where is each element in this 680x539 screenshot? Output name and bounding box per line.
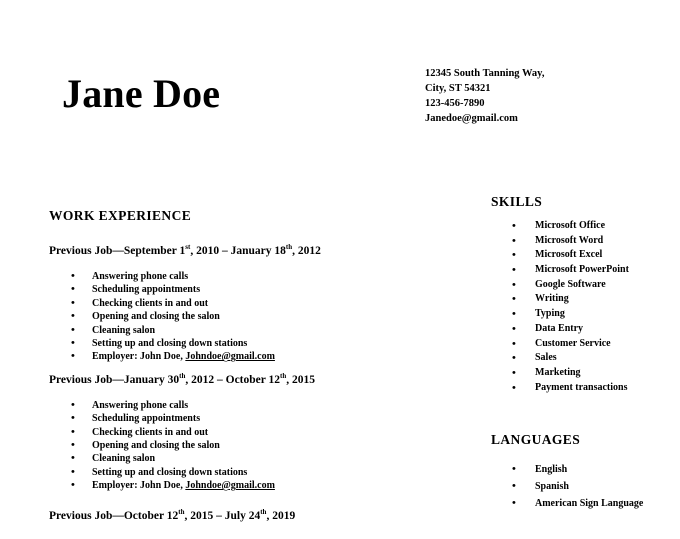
languages-section [491,430,676,512]
list-item: • Setting up and closing down stations [49,466,449,479]
job-heading: Previous Job—October 12th, 2015 – July 24th, 2019 [49,508,296,523]
list-item: • Checking clients in and out [49,297,449,310]
job-duties-list [49,270,449,364]
employer-email-link[interactable]: Johndoe@gmail.com [185,351,275,363]
list-item: • Employer: John Doe, Johndoe@gmail.com [49,350,449,363]
languages-list [491,461,676,512]
list-item: • American Sign Language [491,495,676,512]
contact-email[interactable]: Janedoe@gmail.com [425,113,518,124]
job-heading: Previous Job—January 30th, 2012 – October 12th, 2015 [49,371,316,386]
list-item: • Checking clients in and out [49,426,449,439]
list-item: • Cleaning salon [49,452,449,465]
list-item: • Scheduling appointments [49,283,449,296]
list-item: • Typing [491,307,676,322]
list-item: • Answering phone calls [49,399,449,412]
list-item: • Marketing [491,366,676,381]
list-item: • English [491,461,676,478]
list-item: • Spanish [491,478,676,495]
list-item: • Opening and closing the salon [49,439,449,452]
list-item: • Cleaning salon [49,324,449,337]
work-experience-section [49,206,449,524]
list-item: • Scheduling appointments [49,412,449,425]
list-item: • Microsoft Excel [491,248,676,263]
contact-phone: 123-456-7890 [425,98,485,109]
employer-email-link[interactable]: Johndoe@gmail.com [185,480,275,492]
list-item: • Answering phone calls [49,270,449,283]
contact-address: 12345 South Tanning Way, [425,68,545,79]
skills-list [491,219,676,395]
work-experience-title: WORK EXPERIENCE [49,208,192,223]
resume-name: Jane Doe [62,71,221,116]
job-heading: Previous Job—September 1st, 2010 – January 18th, 2012 [49,243,321,257]
list-item: • Microsoft PowerPoint [491,263,676,278]
skills-section [491,192,676,395]
list-item: • Data Entry [491,322,676,337]
skills-title: SKILLS [491,194,543,209]
list-item: • Opening and closing the salon [49,310,449,323]
list-item: • Setting up and closing down stations [49,337,449,350]
list-item: • Employer: John Doe, Johndoe@gmail.com [49,479,449,492]
list-item: • Payment transactions [491,381,676,396]
list-item: • Google Software [491,278,676,293]
contact-info [425,66,544,126]
list-item: • Microsoft Word [491,234,676,249]
contact-city: City, ST 54321 [425,83,491,94]
list-item: • Microsoft Office [491,219,676,234]
languages-title: LANGUAGES [491,432,581,447]
job-duties-list [49,399,449,493]
list-item: • Writing [491,292,676,307]
list-item: • Customer Service [491,337,676,352]
list-item: • Sales [491,351,676,366]
